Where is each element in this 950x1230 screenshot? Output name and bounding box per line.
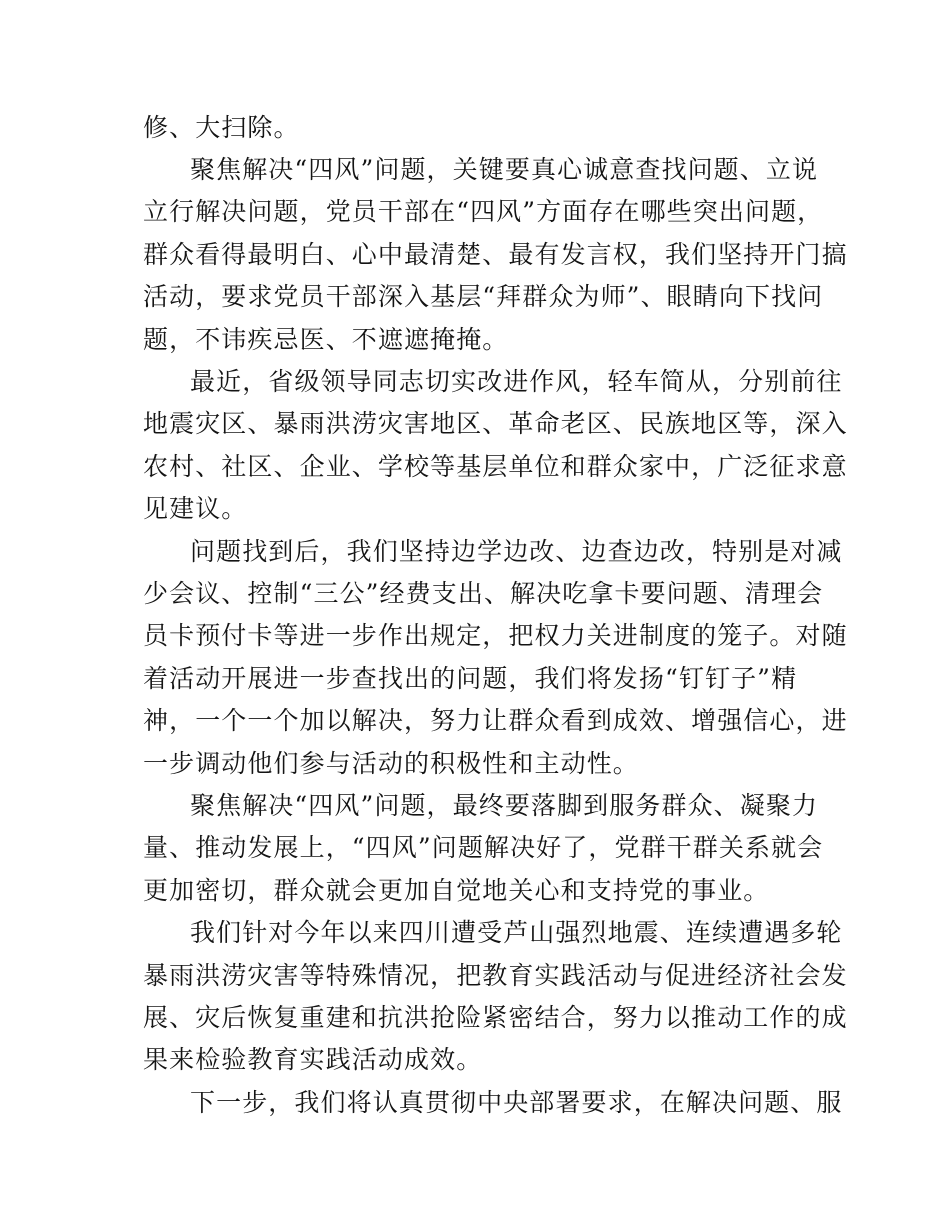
text-line: 活动，要求党员干部深入基层“拜群众为师”、眼睛向下找问 xyxy=(143,282,824,311)
text-line: 聚焦解决“四风”问题，关键要真心诚意查找问题、立说 xyxy=(190,155,819,184)
text-line: 果来检验教育实践活动成效。 xyxy=(143,1045,483,1074)
text-line: 聚焦解决“四风”问题，最终要落脚到服务群众、凝聚力 xyxy=(190,791,819,820)
text-line: 更加密切，群众就会更加自觉地关心和支持党的事业。 xyxy=(143,876,770,905)
text-line: 我们针对今年以来四川遭受芦山强烈地震、连续遭遇多轮 xyxy=(190,918,843,947)
text-line: 暴雨洪涝灾害等特殊情况，把教育实践活动与促进经济社会发 xyxy=(143,961,848,990)
text-line: 问题找到后，我们坚持边学边改、边查边改，特别是对减 xyxy=(190,537,843,566)
text-line: 下一步，我们将认真贯彻中央部署要求，在解决问题、服 xyxy=(190,1088,843,1117)
text-line: 量、推动发展上，“四风”问题解决好了，党群干群关系就会 xyxy=(143,833,824,862)
text-line: 题，不讳疾忌医、不遮遮掩掩。 xyxy=(143,325,509,354)
text-line: 立行解决问题，党员干部在“四风”方面存在哪些突出问题， xyxy=(143,197,824,226)
text-line: 展、灾后恢复重建和抗洪抢险紧密结合，努力以推动工作的成 xyxy=(143,1003,848,1032)
text-line: 少会议、控制“三公”经费支出、解决吃拿卡要问题、清理会 xyxy=(143,579,824,608)
text-line: 员卡预付卡等进一步作出规定，把权力关进制度的笼子。对随 xyxy=(143,621,848,650)
text-line: 着活动开展进一步查找出的问题，我们将发扬“钉钉子”精 xyxy=(143,664,798,693)
text-line: 一步调动他们参与活动的积极性和主动性。 xyxy=(143,749,639,778)
text-line: 最近，省级领导同志切实改进作风，轻车简从，分别前往 xyxy=(190,367,843,396)
text-line: 地震灾区、暴雨洪涝灾害地区、革命老区、民族地区等，深入 xyxy=(143,409,848,438)
text-line: 神，一个一个加以解决，努力让群众看到成效、增强信心，进 xyxy=(143,706,848,735)
text-line: 农村、社区、企业、学校等基层单位和群众家中，广泛征求意 xyxy=(143,452,848,481)
text-line: 群众看得最明白、心中最清楚、最有发言权，我们坚持开门搞 xyxy=(143,240,848,269)
text-line: 修、大扫除。 xyxy=(143,113,300,142)
text-line: 见建议。 xyxy=(143,494,248,523)
